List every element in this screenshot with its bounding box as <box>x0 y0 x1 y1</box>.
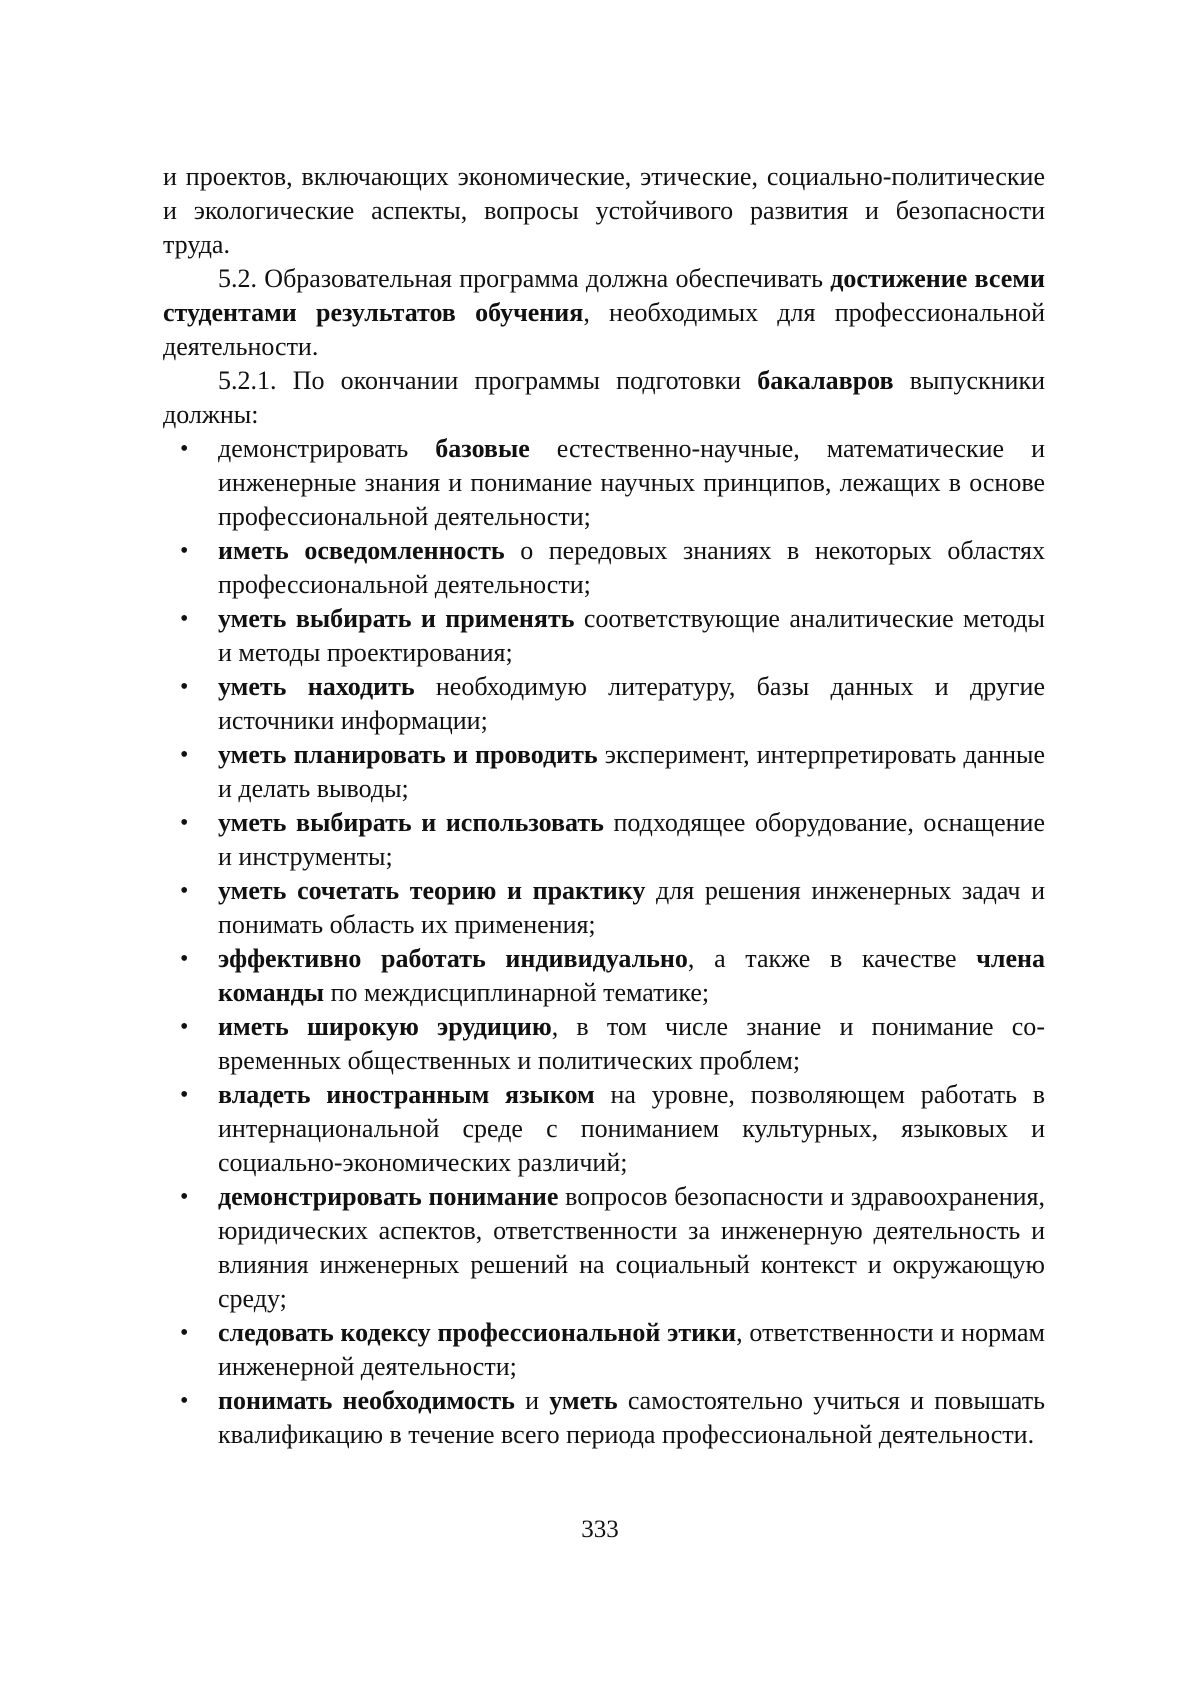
bullet-icon: • <box>180 1014 189 1040</box>
list-item <box>163 432 1045 534</box>
text-run: 5.2. Образовательная программа должна обеспечивать <box>218 264 831 293</box>
bullet-icon: • <box>180 606 189 632</box>
bold-run: уметь выбирать и использовать <box>218 808 604 837</box>
bullet-icon: • <box>180 1082 189 1108</box>
bullet-icon: • <box>180 1184 189 1210</box>
bullet-icon: • <box>180 538 189 564</box>
bullet-icon: • <box>180 946 189 972</box>
bold-run: уметь находить <box>218 672 415 701</box>
bullet-icon: • <box>180 1320 189 1346</box>
list-item <box>163 874 1045 942</box>
list-item <box>163 1078 1045 1180</box>
text-run: по междисциплинарной тематике; <box>324 978 710 1007</box>
intro-paragraph: и проектов, включающих экономические, этические, социально-политические и экологические аспекты, вопросы устойчивого развития и безопасности труда. <box>163 162 1045 259</box>
section-5-2-paragraph <box>163 262 1045 364</box>
bold-run: члена команды <box>218 944 1045 1007</box>
text-run: естественно-научные, математические и инженерные знания и понимание научных принципов, лежащих в основе профессиональной деятельности; <box>218 434 1045 531</box>
bullet-icon: • <box>180 878 189 904</box>
page-number: 333 <box>581 1516 619 1543</box>
list-item <box>163 602 1045 670</box>
text-run: эксперимент, интерпретировать данные и делать выводы; <box>218 740 1045 803</box>
bold-run: базовые <box>435 434 530 463</box>
text-run: и <box>514 1386 550 1415</box>
list-item <box>163 806 1045 874</box>
list-item <box>163 1180 1045 1316</box>
text-run: выпускники должны: <box>163 366 1045 429</box>
bold-run: следовать кодексу профессиональной этики <box>218 1318 737 1347</box>
bold-run: владеть иностранным языком <box>218 1080 595 1109</box>
text-run: соответствующие аналитические методы и методы проектирования; <box>218 604 1045 667</box>
bullet-icon: • <box>180 674 189 700</box>
outcomes-list <box>163 432 1045 1452</box>
section-5-2-1-paragraph <box>163 364 1045 432</box>
list-item <box>163 738 1045 806</box>
list-item <box>163 942 1045 1010</box>
list-item <box>163 670 1045 738</box>
bullet-icon: • <box>180 436 189 462</box>
text-run: , необходимых для профессиональной деятельности. <box>163 298 1045 361</box>
list-item <box>163 1384 1045 1452</box>
text-run: 5.2.1. По окончании программы подготовки <box>218 366 758 395</box>
text-run: необходимую литературу, базы данных и другие источники информации; <box>218 672 1045 735</box>
list-item <box>163 1010 1045 1078</box>
text-run: на уровне, позволяющем работать в интернациональной среде с пониманием культурных, языковых и социально-экономических различий; <box>218 1080 1046 1177</box>
list-item <box>163 1316 1045 1384</box>
bold-run: иметь осведомленность <box>218 536 505 565</box>
bold-run: уметь планировать и проводить <box>218 740 598 769</box>
bold-run: бакалавров <box>757 366 894 395</box>
text-run: вопросов безопасности и здравоохранения, юридических аспектов, ответственности за инженерную деятельность и влияния инженерных решений на социальный контекст и окружающую среду; <box>218 1182 1045 1313</box>
text-run: , в том числе знание и понимание современных общественных и политических проблем; <box>218 1012 1045 1075</box>
bullet-icon: • <box>180 1388 189 1414</box>
bold-run: демонстрировать понимание <box>218 1182 559 1211</box>
bold-run: уметь сочетать теорию и практику <box>218 876 646 905</box>
bullet-icon: • <box>180 742 189 768</box>
bold-run: эффективно работать индивидуально <box>218 944 688 973</box>
bold-run: достижение всеми студентами результатов обучения <box>163 264 1045 327</box>
bold-run: уметь <box>549 1386 618 1415</box>
text-run: для решения инженерных задач и понимать область их применения; <box>218 876 1045 939</box>
bullet-icon: • <box>180 810 189 836</box>
text-run: демонстрировать <box>218 434 436 463</box>
text-run: о передовых знаниях в некоторых областях профессиональной деятельности; <box>218 536 1045 599</box>
bold-run: иметь широкую эрудицию <box>218 1012 552 1041</box>
bold-run: уметь выбирать и применять <box>218 604 575 633</box>
text-run: , а также в качестве <box>687 944 977 973</box>
text-run: , ответственности и нормам инженерной деятельности; <box>218 1318 1045 1381</box>
bold-run: понимать необходимость <box>218 1386 515 1415</box>
text-run: самостоятельно учиться и повышать квалификацию в течение всего периода профессиональной деятельности. <box>218 1386 1045 1449</box>
text-run: подходящее оборудование, оснащение и инструменты; <box>218 808 1045 871</box>
list-item <box>163 534 1045 602</box>
page-body <box>163 160 1045 1452</box>
